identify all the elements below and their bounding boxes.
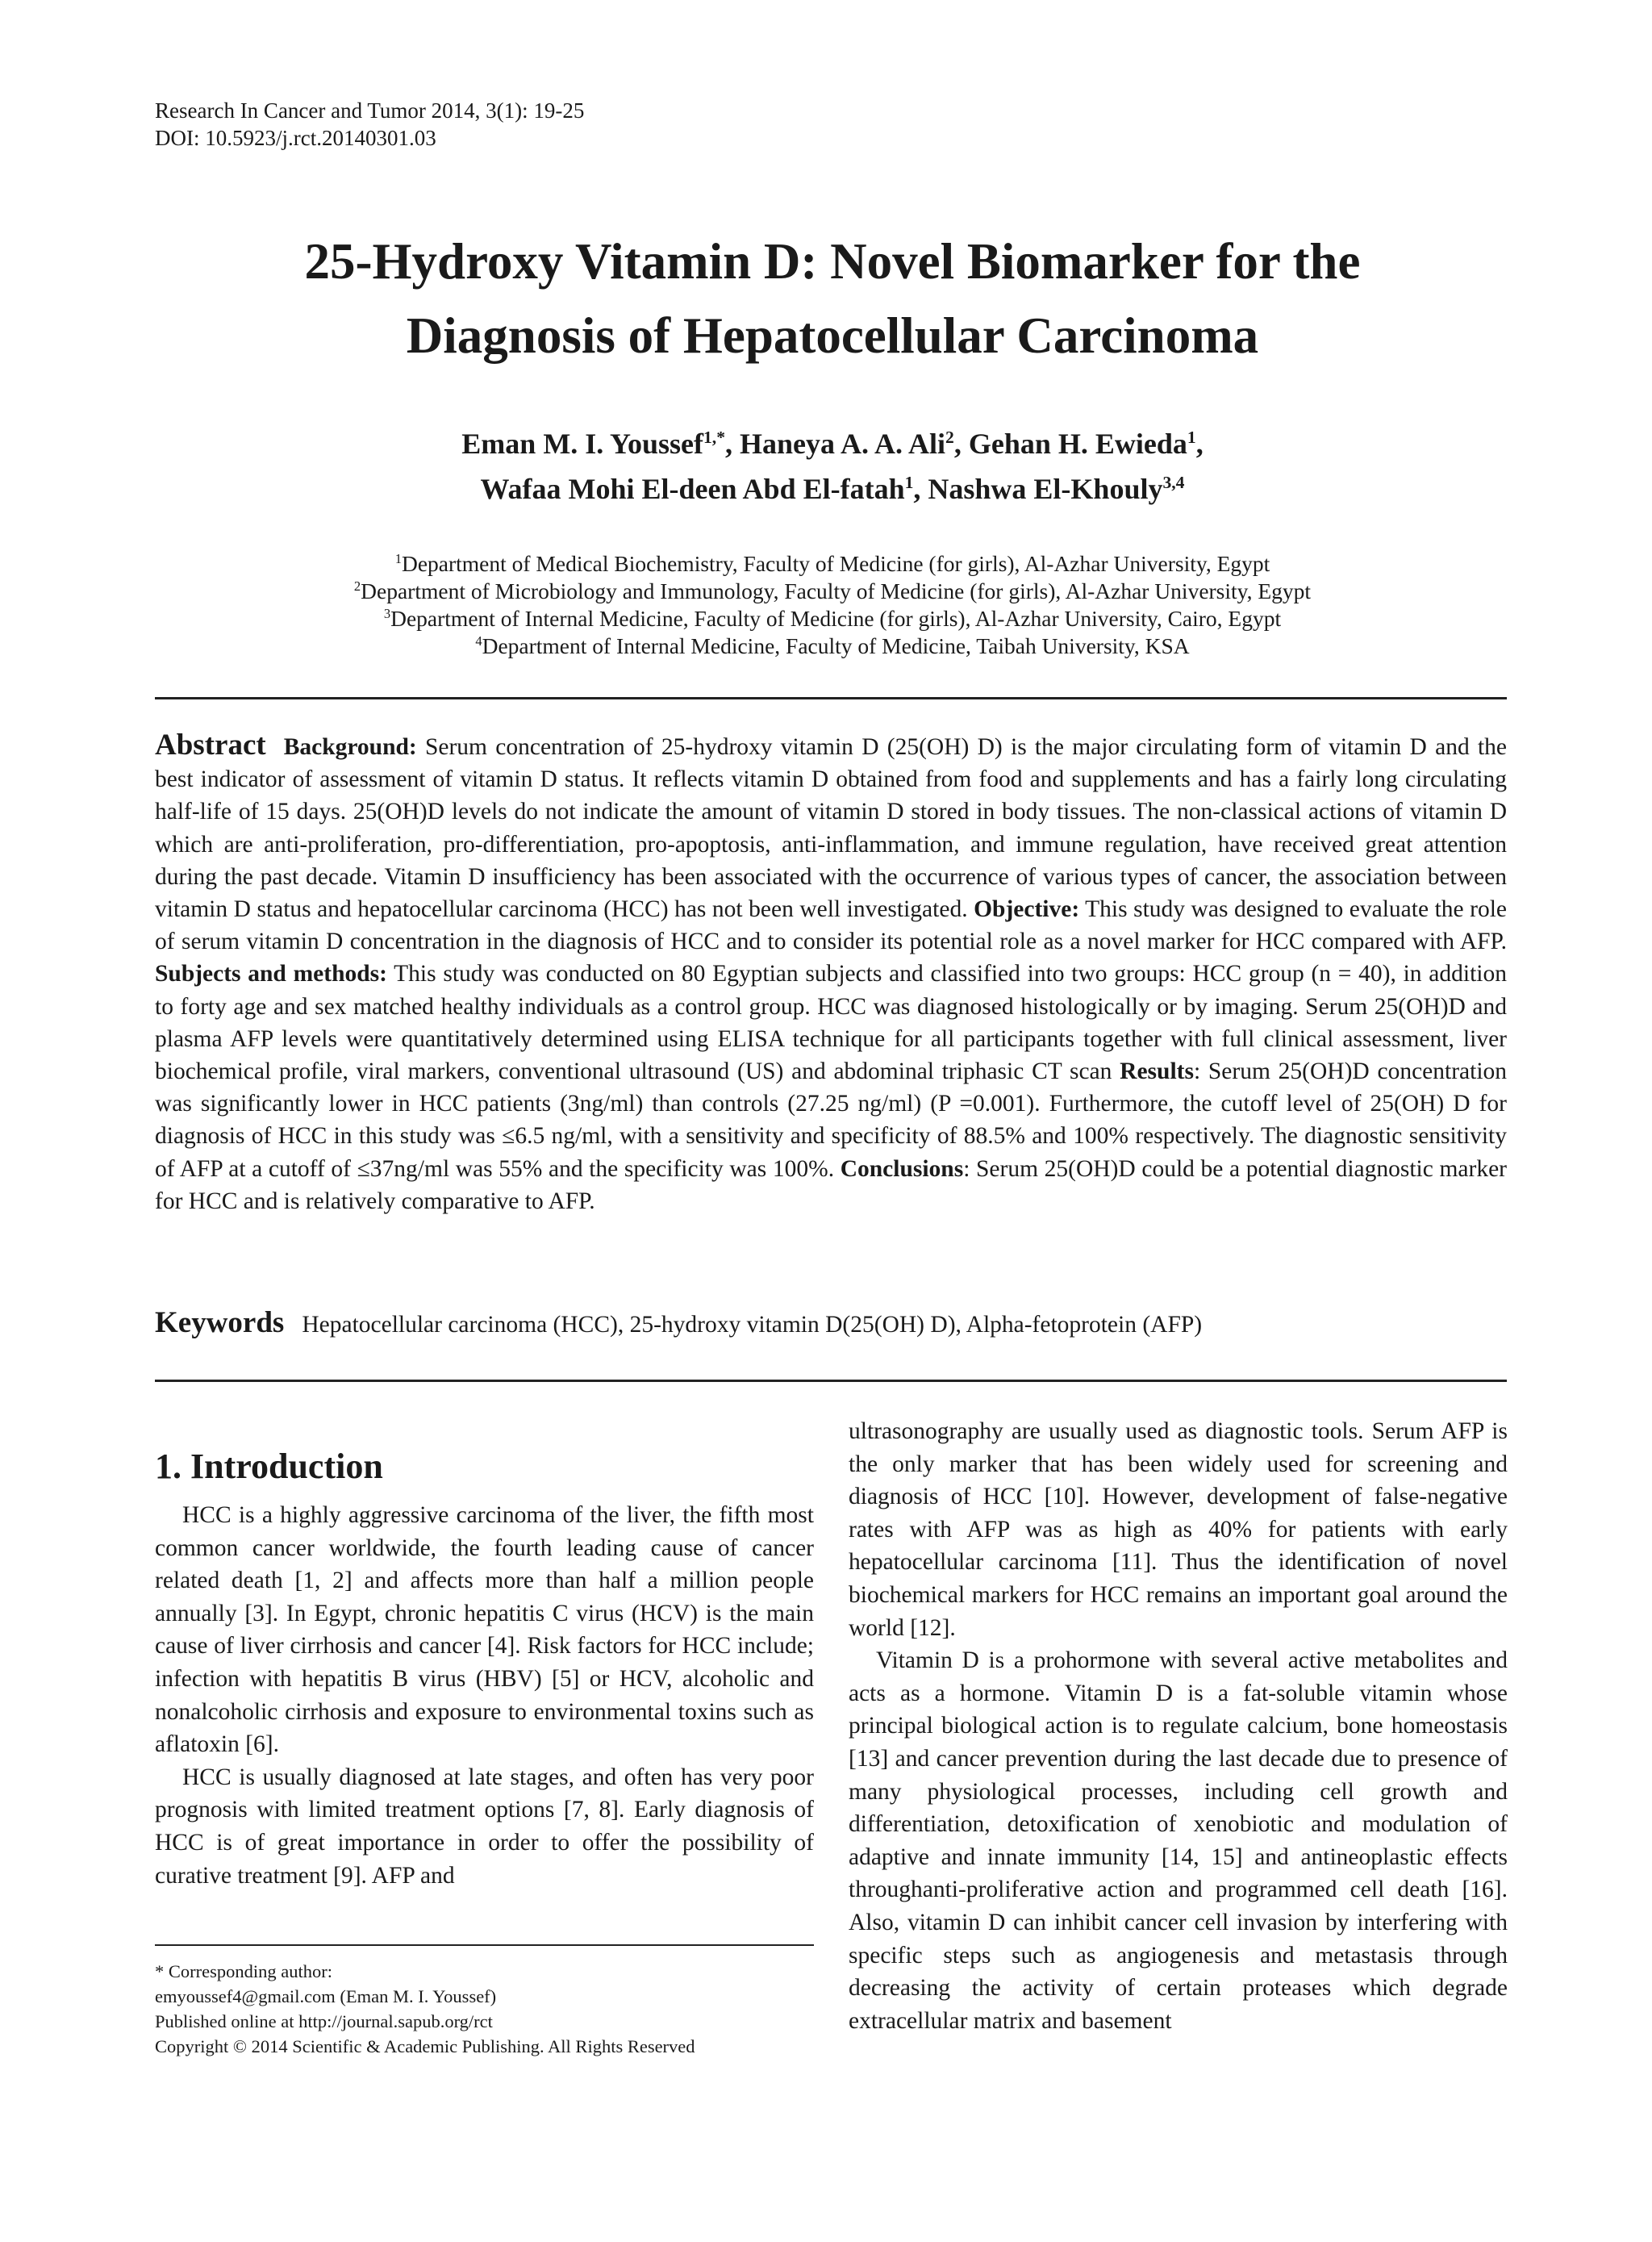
objective-text: This study was designed to evaluate the role of serum vitamin D concentration in the diagnosis of HCC and to consider its potential role as a novel marker for HCC compared with AFP. bbox=[155, 896, 1508, 955]
author-affil-mark: 1 bbox=[904, 473, 914, 492]
conclusions-text: : Serum 25(OH)D could be a potential diagnostic marker for HCC and is relatively comparative to AFP. bbox=[155, 1155, 1508, 1214]
affiliation-mark: 4 bbox=[475, 633, 482, 649]
author-name: Haneya A. A. Ali bbox=[740, 428, 946, 460]
affiliation bbox=[155, 605, 1510, 633]
top-divider bbox=[155, 697, 1507, 699]
author-list bbox=[155, 421, 1510, 511]
copyright-note: Copyright © 2014 Scientific & Academic Publishing. All Rights Reserved bbox=[155, 2036, 695, 2056]
affiliation-text: Department of Internal Medicine, Faculty of Medicine (for girls), Al-Azhar University, Cairo, Egypt bbox=[390, 606, 1282, 631]
author-name: Gehan H. Ewieda bbox=[968, 428, 1187, 460]
results-text: : Serum 25(OH)D concentration was significantly lower in HCC patients (3ng/ml) than controls (27.25 ng/ml) (P =0.001). Furthermore, the cutoff level of 25(OH) D for diagnosis of HCC in this study was ≤6.5 ng/ml, with a sensitivity and specificity of 88.5% and 100% respectively. The diagnostic sensitivity of AFP at a cutoff of ≤37ng/ml was 55% and the specificity was 100%. bbox=[155, 1058, 1508, 1182]
paragraph: HCC is a highly aggressive carcinoma of the liver, the fifth most common cancer worldwide, the fourth leading cause of cancer related death [1, 2] and affects more than half a million people annually [3]. In Egypt, chronic hepatitis C virus (HCV) is the main cause of liver cirrhosis and cancer [4]. Risk factors for HCC include; infection with hepatitis B virus (HBV) [5] or HCV, alcoholic and nonalcoholic cirrhosis and exposure to environmental toxins such as aflatoxin [6]. bbox=[155, 1502, 814, 1758]
paragraph: HCC is usually diagnosed at late stages, and often has very poor prognosis with limited treatment options [7, 8]. Early diagnosis of HCC is of great importance in order to offer the possibility of curative treatment [9]. AFP and bbox=[155, 1764, 814, 1889]
bottom-divider bbox=[155, 1380, 1507, 1382]
affiliation-mark: 2 bbox=[353, 578, 361, 594]
affiliation bbox=[155, 578, 1510, 605]
paragraph: Vitamin D is a prohormone with several active metabolites and acts as a hormone. Vitamin D is a fat-soluble vitamin whose principal biological action is to regulate calcium, bone homeostasis [13] and cancer prevention during the last decade due to presence of many physiological processes, including cell growth and differentiation, detoxification of xenobiotic and modulation of adaptive and innate immunity [14, 15] and antineoplastic effects throughanti-proliferative action and programmed cell death [16]. Also, vitamin D can inhibit cancer cell invasion by interfering with specific steps such as angiogenesis and metastasis through decreasing the activity of certain proteases which degrade extracellular matrix and basement bbox=[849, 1647, 1508, 2034]
author-name: Eman M. I. Youssef bbox=[461, 428, 703, 460]
affiliation-mark: 1 bbox=[394, 550, 402, 566]
affiliation-mark: 3 bbox=[383, 605, 391, 621]
title-line-2: Diagnosis of Hepatocellular Carcinoma bbox=[406, 307, 1259, 364]
section-heading: 1. Introduction bbox=[155, 1447, 383, 1486]
footnotes bbox=[155, 1959, 881, 2059]
methods-text: This study was conducted on 80 Egyptian subjects and classified into two groups: HCC group (n = 40), in addition to forty age and sex matched healthy individuals as a control group. HCC was diagnosed histologically or by imaging. Serum 25(OH)D and plasma AFP levels were quantitatively determined using ELISA technique for all participants together with full clinical assessment, liver biochemical profile, viral markers, conventional ultrasound (US) and abdominal triphasic CT scan bbox=[155, 961, 1507, 1085]
author-separator: , bbox=[913, 473, 928, 505]
background-label: Background: bbox=[283, 734, 417, 760]
affiliation-text: Department of Medical Biochemistry, Faculty of Medicine (for girls), Al-Azhar University, Egypt bbox=[401, 551, 1270, 576]
author-separator: , bbox=[1195, 428, 1204, 460]
results-label: Results bbox=[1120, 1058, 1194, 1085]
author-name: Wafaa Mohi El-deen Abd El-fatah bbox=[480, 473, 905, 505]
affiliation bbox=[155, 550, 1510, 578]
affiliation-list bbox=[155, 550, 1510, 660]
left-column bbox=[155, 1446, 814, 1892]
footnote-divider bbox=[155, 1944, 814, 1946]
abstract bbox=[155, 729, 1507, 1217]
keywords bbox=[155, 1307, 1507, 1341]
right-column bbox=[849, 1415, 1508, 2037]
keywords-text: Hepatocellular carcinoma (HCC), 25-hydroxy vitamin D(25(OH) D), Alpha-fetoprotein (AFP) bbox=[302, 1312, 1203, 1338]
journal-citation: Research In Cancer and Tumor 2014, 3(1): 19-25 bbox=[155, 98, 585, 123]
objective-label: Objective: bbox=[974, 896, 1080, 923]
affiliation bbox=[155, 633, 1510, 660]
author-affil-mark: 1 bbox=[1187, 428, 1196, 447]
author-affil-mark: 1,* bbox=[703, 428, 725, 447]
conclusions-label: Conclusions bbox=[840, 1155, 964, 1182]
keywords-heading: Keywords bbox=[155, 1306, 285, 1339]
corresponding-email: emyoussef4@gmail.com (Eman M. I. Youssef) bbox=[155, 1986, 497, 2006]
journal-header bbox=[155, 97, 584, 152]
methods-label: Subjects and methods: bbox=[155, 961, 387, 987]
journal-doi: DOI: 10.5923/j.rct.20140301.03 bbox=[155, 126, 436, 150]
affiliation-text: Department of Microbiology and Immunology, Faculty of Medicine (for girls), Al-Azhar University, Egypt bbox=[361, 578, 1312, 603]
title-line-1: 25-Hydroxy Vitamin D: Novel Biomarker for the bbox=[304, 233, 1361, 290]
corresponding-author-note: * Corresponding author: bbox=[155, 1961, 332, 1981]
author-separator: , bbox=[725, 428, 740, 460]
paragraph: ultrasonography are usually used as diagnostic tools. Serum AFP is the only marker that has been widely used for screening and diagnosis of HCC [10]. However, development of false-negative rates with AFP was as high as 40% for patients with early hepatocellular carcinoma [11]. Thus the identification of novel biochemical markers for HCC remains an important goal around the world [12]. bbox=[849, 1418, 1508, 1641]
author-affil-mark: 3,4 bbox=[1162, 473, 1185, 492]
background-text: Serum concentration of 25-hydroxy vitamin D (25(OH) D) is the major circulating form of vitamin D and the best indicator of assessment of vitamin D status. It reflects vitamin D obtained from food and supplements and has a fairly long circulating half-life of 15 days. 25(OH)D levels do not indicate the amount of vitamin D stored in body tissues. The non-classical actions of vitamin D which are anti-proliferation, pro-differentiation, pro-apoptosis, anti-inflammation, and immune regulation, have received great attention during the past decade. Vitamin D insufficiency has been associated with the occurrence of various types of cancer, the association between vitamin D status and hepatocellular carcinoma (HCC) has not been well investigated. bbox=[155, 734, 1507, 923]
author-affil-mark: 2 bbox=[945, 428, 954, 447]
author-name: Nashwa El-Khouly bbox=[928, 473, 1163, 505]
paper-title bbox=[155, 224, 1510, 373]
affiliation-text: Department of Internal Medicine, Faculty of Medicine, Taibah University, KSA bbox=[482, 633, 1190, 658]
abstract-heading: Abstract bbox=[155, 729, 266, 762]
author-separator: , bbox=[953, 428, 969, 460]
published-online-note: Published online at http://journal.sapub.org/rct bbox=[155, 2011, 493, 2031]
